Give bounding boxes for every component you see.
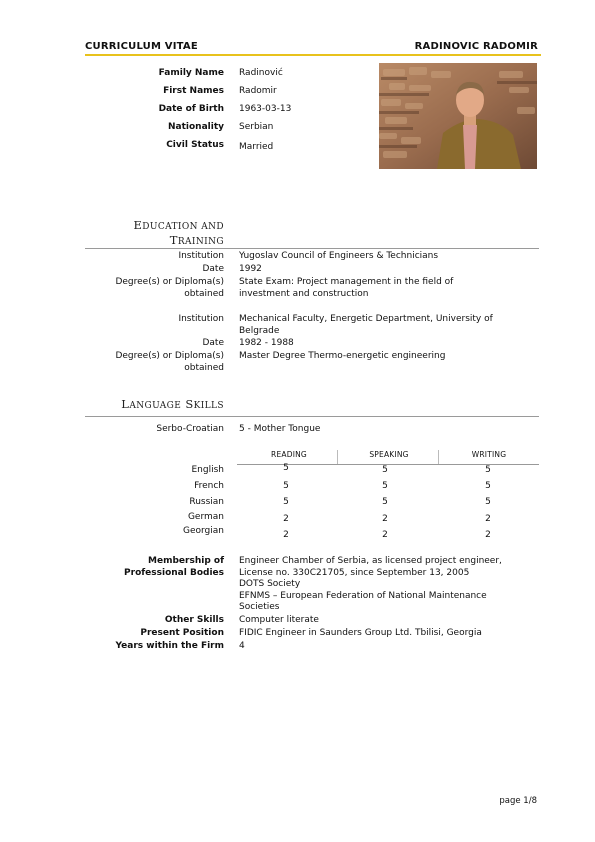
- column-header-reading: READING: [271, 450, 307, 459]
- portrait-photo: [379, 63, 537, 169]
- title-initial: E: [133, 218, 143, 232]
- speaking-score: 2: [382, 514, 388, 524]
- column-header-writing: WRITING: [471, 450, 507, 459]
- field-label: First Names: [163, 86, 224, 96]
- field-value: Married: [239, 142, 274, 152]
- title-rest: KILLS: [193, 401, 224, 411]
- membership-label-line: Professional Bodies: [124, 567, 224, 578]
- date-value: 1982 - 1988: [239, 338, 294, 348]
- field-label: Civil Status: [166, 140, 224, 150]
- page-number: page 1/8: [499, 796, 537, 806]
- title-rest: RAINING: [177, 237, 224, 247]
- field-value: Radomir: [239, 86, 277, 96]
- reading-score: 5: [283, 463, 289, 473]
- mother-tongue-label: Serbo-Croatian: [156, 424, 224, 434]
- title-rest: DUCATION AND: [142, 222, 224, 232]
- language-name: Georgian: [183, 526, 224, 536]
- column-header-speaking: SPEAKING: [369, 450, 409, 459]
- writing-score: 5: [485, 497, 491, 507]
- field-label: Date of Birth: [158, 104, 224, 114]
- degree-label: [115, 277, 224, 300]
- field-label: Family Name: [158, 68, 224, 78]
- section-rule: [85, 248, 539, 249]
- portrait-photo-image: [379, 63, 537, 169]
- title-initial: S: [185, 397, 194, 411]
- speaking-score: 5: [382, 481, 388, 491]
- membership-label-line: Membership of: [148, 556, 224, 566]
- title-initial: T: [169, 233, 178, 247]
- speaking-score: 5: [382, 497, 388, 507]
- degree-label-line: Degree(s) or Diploma(s): [115, 277, 224, 287]
- membership-line: EFNMS – European Federation of National Maintenance: [239, 590, 487, 601]
- date-label: Date: [202, 338, 224, 348]
- membership-line: License no. 330C21705, since September 13, 2005: [239, 567, 470, 578]
- institution-value: Mechanical Faculty, Energetic Department, University of Belgrade: [239, 314, 493, 336]
- title-rest: ANGUAGE: [129, 401, 182, 411]
- field-value: 1963-03-13: [239, 104, 292, 114]
- date-value: 1992: [239, 264, 262, 274]
- writing-score: 2: [485, 530, 491, 540]
- institution-label: Institution: [178, 251, 224, 261]
- other-skills-value: Computer literate: [239, 615, 319, 625]
- mother-tongue-value: 5 - Mother Tongue: [239, 424, 321, 434]
- degree-value: Master Degree Thermo-energetic engineering: [239, 351, 446, 361]
- field-label: Nationality: [168, 122, 224, 132]
- membership-value: [239, 556, 539, 614]
- other-skills-label: Other Skills: [164, 615, 224, 625]
- present-position-value: FIDIC Engineer in Saunders Group Ltd. Tbilisi, Georgia: [239, 628, 482, 638]
- membership-line: DOTS Society: [239, 579, 301, 589]
- column-divider: [337, 450, 338, 464]
- writing-score: 5: [485, 465, 491, 475]
- membership-label: [124, 556, 224, 579]
- language-name: German: [187, 512, 224, 522]
- cv-title: CURRICULUM VITAE: [85, 41, 198, 52]
- present-position-label: Present Position: [140, 628, 224, 638]
- language-name: English: [191, 465, 224, 475]
- section-rule: [85, 416, 539, 417]
- degree-label: [115, 351, 224, 374]
- language-name: Russian: [189, 497, 224, 507]
- reading-score: 5: [283, 497, 289, 507]
- institution-label: Institution: [178, 314, 224, 324]
- person-name-header: RADINOVIC RADOMIR: [414, 41, 538, 52]
- section-title-education: [133, 219, 224, 249]
- degree-value: State Exam: Project management in the field of investment and construction: [239, 277, 454, 299]
- membership-line: Societies: [239, 602, 280, 612]
- reading-score: 2: [283, 530, 289, 540]
- reading-score: 2: [283, 514, 289, 524]
- language-name: French: [194, 481, 224, 491]
- degree-label-line: Degree(s) or Diploma(s): [115, 351, 224, 361]
- degree-label-line: obtained: [184, 288, 224, 299]
- field-value: Radinović: [239, 68, 283, 78]
- membership-line: Engineer Chamber of Serbia, as licensed project engineer,: [239, 556, 502, 566]
- reading-score: 5: [283, 481, 289, 491]
- years-value: 4: [239, 641, 245, 651]
- writing-score: 5: [485, 481, 491, 491]
- speaking-score: 5: [382, 465, 388, 475]
- years-label: Years within the Firm: [115, 641, 224, 651]
- title-initial: L: [121, 397, 130, 411]
- writing-score: 2: [485, 514, 491, 524]
- header-rule: [85, 54, 541, 56]
- institution-value: Yugoslav Council of Engineers & Technicians: [239, 251, 439, 261]
- field-value: Serbian: [239, 122, 274, 132]
- degree-label-line: obtained: [184, 362, 224, 373]
- date-label: Date: [202, 264, 224, 274]
- section-title-languages: [121, 398, 224, 413]
- speaking-score: 2: [382, 530, 388, 540]
